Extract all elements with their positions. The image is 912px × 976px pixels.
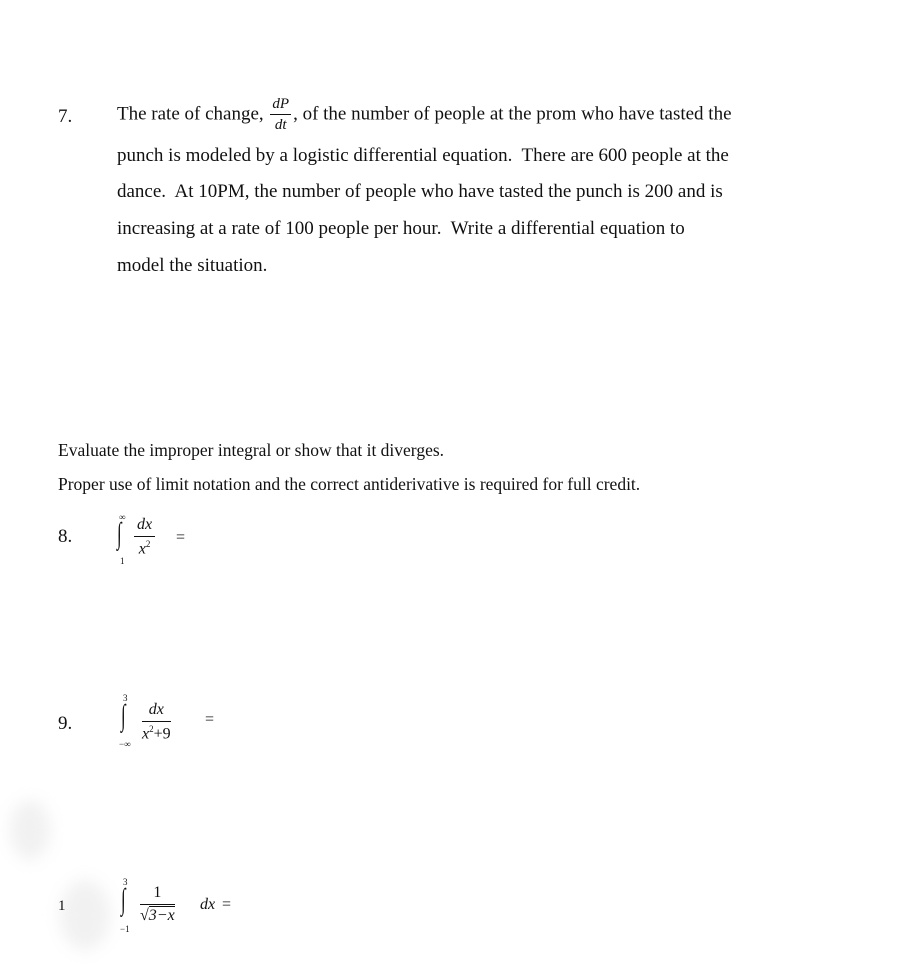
q9-upper-limit: 3 (123, 693, 128, 703)
scan-smudge (10, 800, 50, 860)
q9-integrand (142, 702, 171, 742)
question-10-number: 1 (58, 898, 66, 914)
q10-radical-sign: √ (140, 907, 149, 924)
q10-radicand: 3−x (148, 907, 175, 924)
q8-equals: = (176, 529, 186, 546)
q9-denominator-rest: +9 (153, 725, 171, 743)
question-8-integral (112, 512, 202, 568)
q10-integrand (140, 885, 175, 924)
q8-numerator: dx (134, 517, 155, 537)
q8-integrand (134, 517, 155, 557)
q9-denominator (142, 722, 171, 742)
q10-integral-sign: ∫ (121, 883, 126, 916)
scan-smudge-2 (60, 880, 110, 950)
q8-denominator (134, 537, 155, 557)
question-7-line-5: model the situation. (117, 255, 268, 276)
question-8-number: 8. (58, 526, 73, 547)
question-7-number: 7. (58, 106, 73, 127)
instructions-line-2: Proper use of limit notation and the correct antiderivative is required for full credit. (58, 474, 641, 494)
q10-upper-limit: 3 (123, 877, 128, 887)
dp-dt-denominator: dt (274, 117, 287, 133)
q7-line1-start: The rate of change, (117, 103, 264, 125)
question-9-integral (112, 693, 222, 753)
q10-lower-limit: −1 (120, 924, 130, 934)
q10-dx: dx (200, 896, 216, 913)
q9-lower-limit: −∞ (119, 739, 131, 749)
q7-line1-end: , of the number of people at the prom who have tasted the (293, 103, 732, 125)
q9-denominator-base: x (142, 725, 150, 743)
q9-numerator: dx (142, 702, 171, 722)
q9-equals: = (205, 711, 215, 728)
dp-dt-fraction (270, 97, 291, 133)
q9-denominator-exponent: 2 (149, 724, 154, 734)
instructions-line-1: Evaluate the improper integral or show that it diverges. (58, 440, 445, 460)
question-7-line-3: dance. At 10PM, the number of people who have tasted the punch is 200 and is (117, 181, 723, 202)
q8-denominator-base: x (138, 540, 146, 558)
q8-upper-limit: ∞ (119, 512, 126, 522)
q10-denominator (140, 905, 175, 924)
q8-denominator-exponent: 2 (145, 539, 151, 549)
question-7-line-1 (117, 97, 732, 133)
q8-lower-limit: 1 (120, 556, 125, 566)
q9-integral-sign: ∫ (121, 699, 126, 732)
question-7-line-4: increasing at a rate of 100 people per hour. Write a differential equation to (117, 218, 685, 239)
question-10-integral (112, 877, 252, 939)
question-9-number: 9. (58, 713, 73, 734)
question-7-line-2: punch is modeled by a logistic differential equation. There are 600 people at the (117, 145, 729, 166)
q10-numerator: 1 (140, 885, 175, 905)
q8-integral-sign: ∫ (117, 517, 122, 550)
q10-equals: = (222, 896, 232, 913)
dp-dt-numerator: dP (270, 97, 291, 115)
